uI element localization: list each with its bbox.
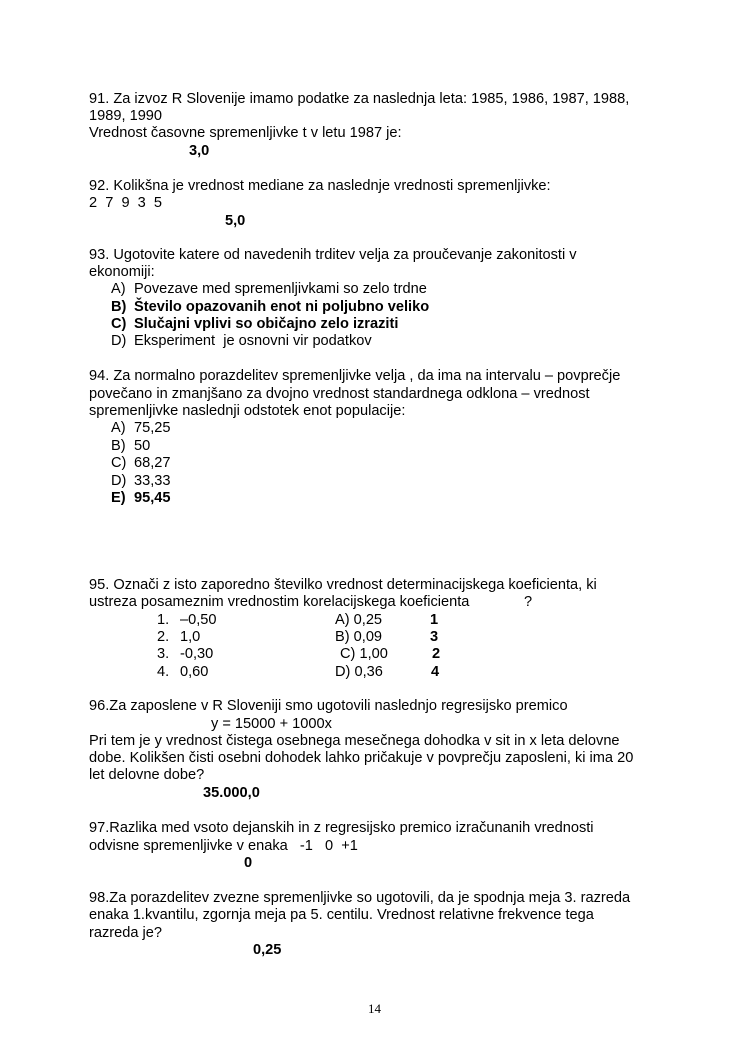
q92-answer: 5,0 (225, 213, 246, 229)
q94-option-c-text: 68,27 (134, 455, 171, 471)
q94-option-e-letter: E) (111, 490, 126, 506)
q91-text-line-3: Vrednost časovne spremenljivke t v letu 1987 je: (89, 125, 402, 141)
q96-equation: y = 15000 + 1000x (211, 716, 332, 732)
q94-option-a-letter: A) (111, 420, 126, 436)
q93-option-a-text: Povezave med spremenljivkami so zelo trdne (134, 281, 427, 297)
q97-text-line-1: 97.Razlika med vsoto dejanskih in z regresijsko premico izračunanih vrednosti (89, 820, 594, 836)
q95-row-4-num: 4. (157, 664, 170, 680)
q96-text-line-4: let delovne dobe? (89, 767, 205, 783)
q95-row-2-r2: B) 0,09 (335, 629, 383, 645)
q94-option-a-text: 75,25 (134, 420, 171, 436)
q91-answer: 3,0 (189, 143, 210, 159)
q92-text-line-1: 92. Kolikšna je vrednost mediane za naslednje vrednosti spremenljivke: (89, 178, 551, 194)
q93-option-d-text: Eksperiment je osnovni vir podatkov (134, 333, 372, 349)
q92-values: 2 7 9 3 5 (89, 195, 163, 211)
q95-row-2-match: 3 (430, 629, 439, 645)
q95-text-line-2: ustreza posameznim vrednostim korelacijskega koeficienta (89, 594, 470, 610)
q95-question-mark: ? (524, 594, 533, 610)
q94-text-line-1: 94. Za normalno porazdelitev spremenljivke velja , da ima na intervalu – povprečje (89, 368, 621, 384)
q98-text-line-2: enaka 1.kvantilu, zgornja meja pa 5. centilu. Vrednost relativne frekvence tega (89, 907, 594, 923)
q95-row-2-r: 1,0 (180, 629, 201, 645)
q93-option-c-letter: C) (111, 316, 127, 332)
q94-option-d-letter: D) (111, 473, 127, 489)
q93-option-a-letter: A) (111, 281, 126, 297)
q93-option-b-letter: B) (111, 299, 127, 315)
q95-row-1-num: 1. (157, 612, 170, 628)
q95-row-3-match: 2 (432, 646, 441, 662)
q95-text-line-1: 95. Označi z isto zaporedno številko vrednost determinacijskega koeficienta, ki (89, 577, 597, 593)
q96-answer: 35.000,0 (203, 785, 260, 801)
q94-option-b-text: 50 (134, 438, 151, 454)
q91-text-line-1: 91. Za izvoz R Slovenije imamo podatke za naslednja leta: 1985, 1986, 1987, 1988, (89, 91, 630, 107)
q95-row-1-match: 1 (430, 612, 439, 628)
q97-text-line-2: odvisne spremenljivke v enaka -1 0 +1 (89, 838, 358, 854)
q94-text-line-2: povečano in zmanjšano za dvojno vrednost standardnega odklona – vrednost (89, 386, 590, 402)
q95-row-1-r: –0,50 (180, 612, 217, 628)
q98-answer: 0,25 (253, 942, 282, 958)
q95-row-4-match: 4 (431, 664, 440, 680)
q93-text-line-1: 93. Ugotovite katere od navedenih trditev velja za proučevanje zakonitosti v (89, 247, 577, 263)
page-number: 14 (368, 1001, 381, 1016)
q94-option-b-letter: B) (111, 438, 126, 454)
q93-option-d-letter: D) (111, 333, 127, 349)
q95-row-3-r: -0,30 (180, 646, 214, 662)
q95-row-3-r2: C) 1,00 (340, 646, 388, 662)
q98-text-line-1: 98.Za porazdelitev zvezne spremenljivke so ugotovili, da je spodnja meja 3. razreda (89, 890, 631, 906)
q95-row-3-num: 3. (157, 646, 170, 662)
q94-option-c-letter: C) (111, 455, 127, 471)
q93-option-b-text: Število opazovanih enot ni poljubno veliko (134, 299, 430, 315)
q93-text-line-2: ekonomiji: (89, 264, 155, 280)
q94-option-d-text: 33,33 (134, 473, 171, 489)
q95-row-1-r2: A) 0,25 (335, 612, 383, 628)
q96-text-line-3: dobe. Kolikšen čisti osebni dohodek lahko pričakuje v povprečju zaposleni, ki ima 20 (89, 750, 634, 766)
q95-row-4-r: 0,60 (180, 664, 209, 680)
q95-row-4-r2: D) 0,36 (335, 664, 383, 680)
q97-answer: 0 (244, 855, 253, 871)
q93-option-c-text: Slučajni vplivi so običajno zelo izraziti (134, 316, 399, 332)
q98-text-line-3: razreda je? (89, 925, 163, 941)
q91-text-line-2: 1989, 1990 (89, 108, 163, 124)
q96-text-line-1: 96.Za zaposlene v R Sloveniji smo ugotovili naslednjo regresijsko premico (89, 698, 568, 714)
q94-text-line-3: spremenljivke naslednji odstotek enot populacije: (89, 403, 406, 419)
q94-option-e-text: 95,45 (134, 490, 171, 506)
q96-text-line-2: Pri tem je y vrednost čistega osebnega mesečnega dohodka v sit in x leta delovne (89, 733, 620, 749)
q95-row-2-num: 2. (157, 629, 170, 645)
